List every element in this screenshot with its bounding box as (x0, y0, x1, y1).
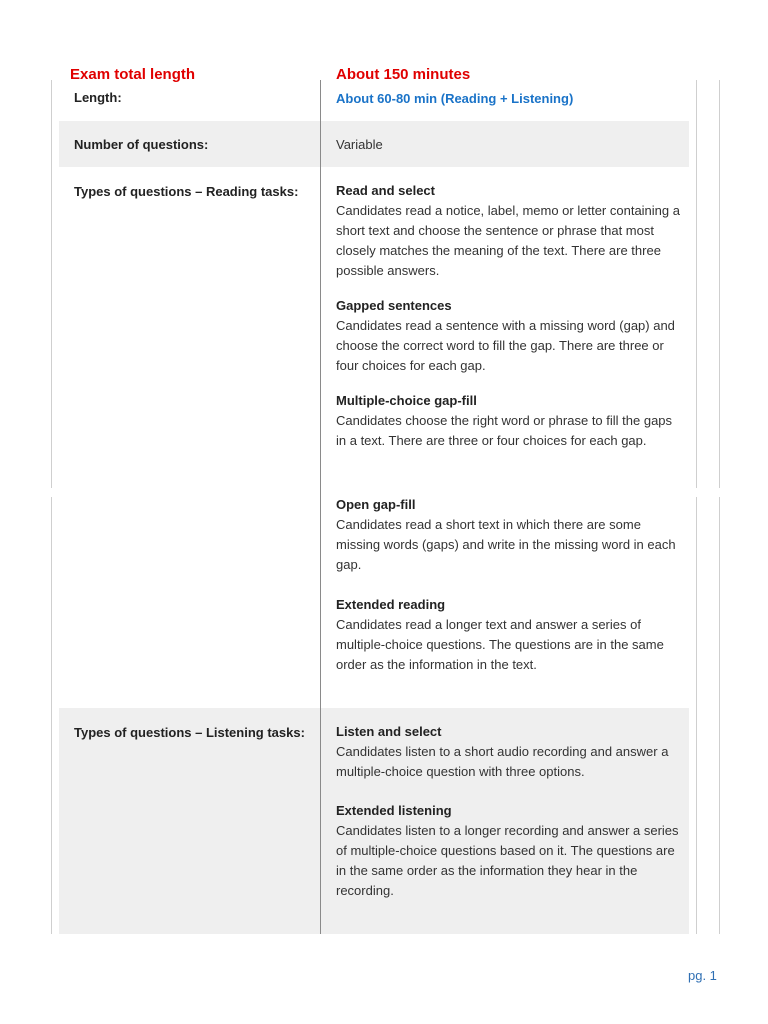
task-title: Multiple-choice gap-fill (336, 393, 477, 408)
listening-task (336, 722, 681, 782)
task-description: Candidates read a sentence with a missing word (gap) and choose the correct word to fill the gap. There are three or four choices for each gap. (336, 318, 675, 373)
reading-tasks-label: Types of questions – Reading tasks: (74, 184, 299, 199)
reading-task (336, 296, 681, 376)
questions-label: Number of questions: (74, 137, 209, 152)
task-title: Read and select (336, 183, 435, 198)
annotation-about-150-minutes: About 150 minutes (336, 66, 471, 83)
task-title: Listen and select (336, 724, 442, 739)
task-description: Candidates listen to a short audio recording and answer a multiple-choice question with three options. (336, 744, 669, 779)
annotation-exam-total-length: Exam total length (70, 66, 196, 83)
page-number: pg. 1 (688, 968, 717, 983)
task-title: Open gap-fill (336, 497, 416, 512)
listening-task (336, 801, 681, 901)
questions-value: Variable (336, 137, 383, 152)
table-right-border (696, 497, 697, 934)
task-description: Candidates read a notice, label, memo or letter containing a short text and choose the sentence or phrase that most closely matches the meaning of the text. There are three possible answers. (336, 203, 680, 278)
table-right-border (719, 497, 720, 934)
task-title: Gapped sentences (336, 298, 452, 313)
task-description: Candidates listen to a longer recording and answer a series of multiple-choice questions based on it. The questions are in the same order as the information they hear in the recording. (336, 823, 679, 898)
reading-task (336, 391, 681, 451)
task-description: Candidates read a longer text and answer a series of multiple-choice questions. The questions are in the same order as the information in the text. (336, 617, 664, 672)
task-title: Extended reading (336, 597, 446, 612)
table-left-border (51, 80, 52, 488)
task-title: Extended listening (336, 803, 452, 818)
reading-task (336, 181, 681, 281)
length-value: About 60-80 min (Reading + Listening) (336, 91, 574, 106)
reading-task (336, 495, 681, 575)
table-right-border (719, 80, 720, 488)
table-right-border (696, 80, 697, 488)
column-divider (320, 121, 321, 167)
table-left-border (51, 497, 52, 934)
reading-task (336, 595, 681, 675)
listening-tasks-label: Types of questions – Listening tasks: (74, 725, 305, 740)
column-divider (320, 708, 321, 934)
task-description: Candidates read a short text in which there are some missing words (gaps) and write in the missing word in each gap. (336, 517, 676, 572)
length-label: Length: (74, 90, 122, 105)
task-description: Candidates choose the right word or phrase to fill the gaps in a text. There are three or four choices for each gap. (336, 413, 673, 448)
